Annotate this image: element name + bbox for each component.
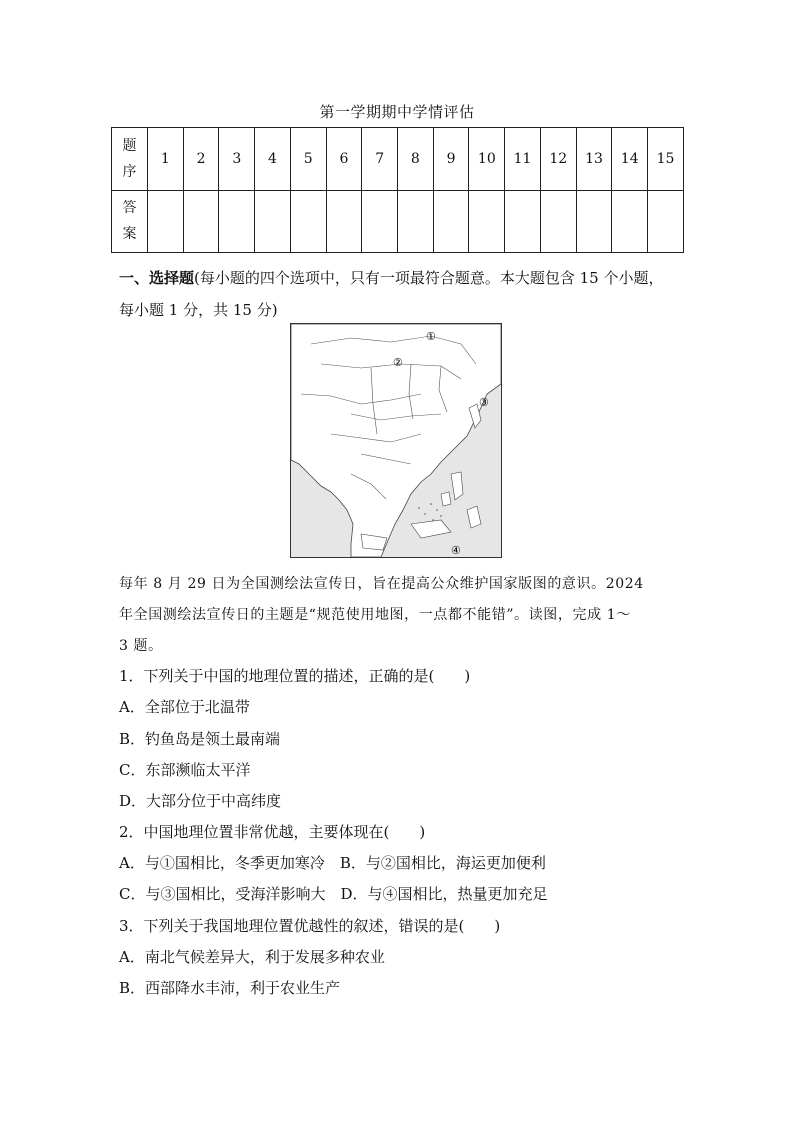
number-cell: 3 xyxy=(219,128,255,191)
question-2-options-cd[interactable]: C．与③国相比，受海洋影响大 D．与④国相比，热量更加充足 xyxy=(119,885,548,903)
number-cell: 14 xyxy=(612,128,648,191)
answer-table xyxy=(111,127,684,253)
number-cell: 11 xyxy=(505,128,541,191)
marker-3: ③ xyxy=(479,396,489,409)
answer-cell-10[interactable] xyxy=(469,190,505,253)
answer-cell-8[interactable] xyxy=(398,190,434,253)
row-label-number: 题 序 xyxy=(112,128,148,191)
answer-cell-11[interactable] xyxy=(505,190,541,253)
number-cell: 12 xyxy=(540,128,576,191)
map-figure xyxy=(290,323,502,558)
question-1-option-d[interactable]: D．大部分位于中高纬度 xyxy=(119,792,282,810)
number-cell: 5 xyxy=(290,128,326,191)
marker-2: ② xyxy=(393,356,403,369)
question-1-option-c[interactable]: C．东部濒临太平洋 xyxy=(119,761,251,779)
answer-cell-1[interactable] xyxy=(148,190,184,253)
asia-map xyxy=(291,324,501,557)
section-heading: 一、选择题(每小题的四个选项中，只有一项最符合题意。本大题包含 15 个小题， 每小题 1 分，共 15 分) xyxy=(119,269,664,319)
answer-cell-13[interactable] xyxy=(576,190,612,253)
row-label-answer: 答 案 xyxy=(112,190,148,253)
answer-cell-2[interactable] xyxy=(183,190,219,253)
answer-cell-6[interactable] xyxy=(326,190,362,253)
question-3-option-a[interactable]: A．南北气候差异大，利于发展多种农业 xyxy=(119,948,385,966)
question-2-stem: 2．中国地理位置非常优越，主要体现在( ) xyxy=(119,823,426,841)
number-cell: 4 xyxy=(255,128,291,191)
number-cell: 7 xyxy=(362,128,398,191)
question-1-option-b[interactable]: B．钓鱼岛是领土最南端 xyxy=(119,730,281,748)
table-row-number xyxy=(112,128,684,191)
number-cell: 6 xyxy=(326,128,362,191)
answer-cell-5[interactable] xyxy=(290,190,326,253)
question-1-stem: 1．下列关于中国的地理位置的描述，正确的是( ) xyxy=(119,667,471,685)
answer-cell-7[interactable] xyxy=(362,190,398,253)
page-title: 第一学期期中学情评估 xyxy=(319,103,475,121)
dots xyxy=(418,503,442,521)
question-3-stem: 3．下列关于我国地理位置优越性的叙述，错误的是( ) xyxy=(119,917,501,935)
answer-cell-4[interactable] xyxy=(255,190,291,253)
answer-cell-3[interactable] xyxy=(219,190,255,253)
question-1-option-a[interactable]: A．全部位于北温带 xyxy=(119,698,250,716)
number-cell: 13 xyxy=(576,128,612,191)
number-cell: 10 xyxy=(469,128,505,191)
number-cell: 8 xyxy=(398,128,434,191)
number-cell: 2 xyxy=(183,128,219,191)
answer-cell-9[interactable] xyxy=(433,190,469,253)
answer-cell-14[interactable] xyxy=(612,190,648,253)
question-2-options-ab[interactable]: A．与①国相比，冬季更加寒冷 B．与②国相比，海运更加便利 xyxy=(119,854,546,872)
table-row-answer xyxy=(112,190,684,253)
answer-cell-12[interactable] xyxy=(540,190,576,253)
number-cell: 15 xyxy=(648,128,684,191)
marker-4: ④ xyxy=(451,544,461,557)
number-cell: 9 xyxy=(433,128,469,191)
question-3-option-b[interactable]: B．西部降水丰沛，利于农业生产 xyxy=(119,979,341,997)
intro-paragraph: 每年 8 月 29 日为全国测绘法宣传日，旨在提高公众维护国家版图的意识。2024 年全国测绘法宣传日的主题是“规范使用地图，一点都不能错”。读图，完成 1～ 3 题。 xyxy=(119,576,644,654)
answer-cell-15[interactable] xyxy=(648,190,684,253)
marker-1: ① xyxy=(426,330,436,343)
number-cell: 1 xyxy=(148,128,184,191)
